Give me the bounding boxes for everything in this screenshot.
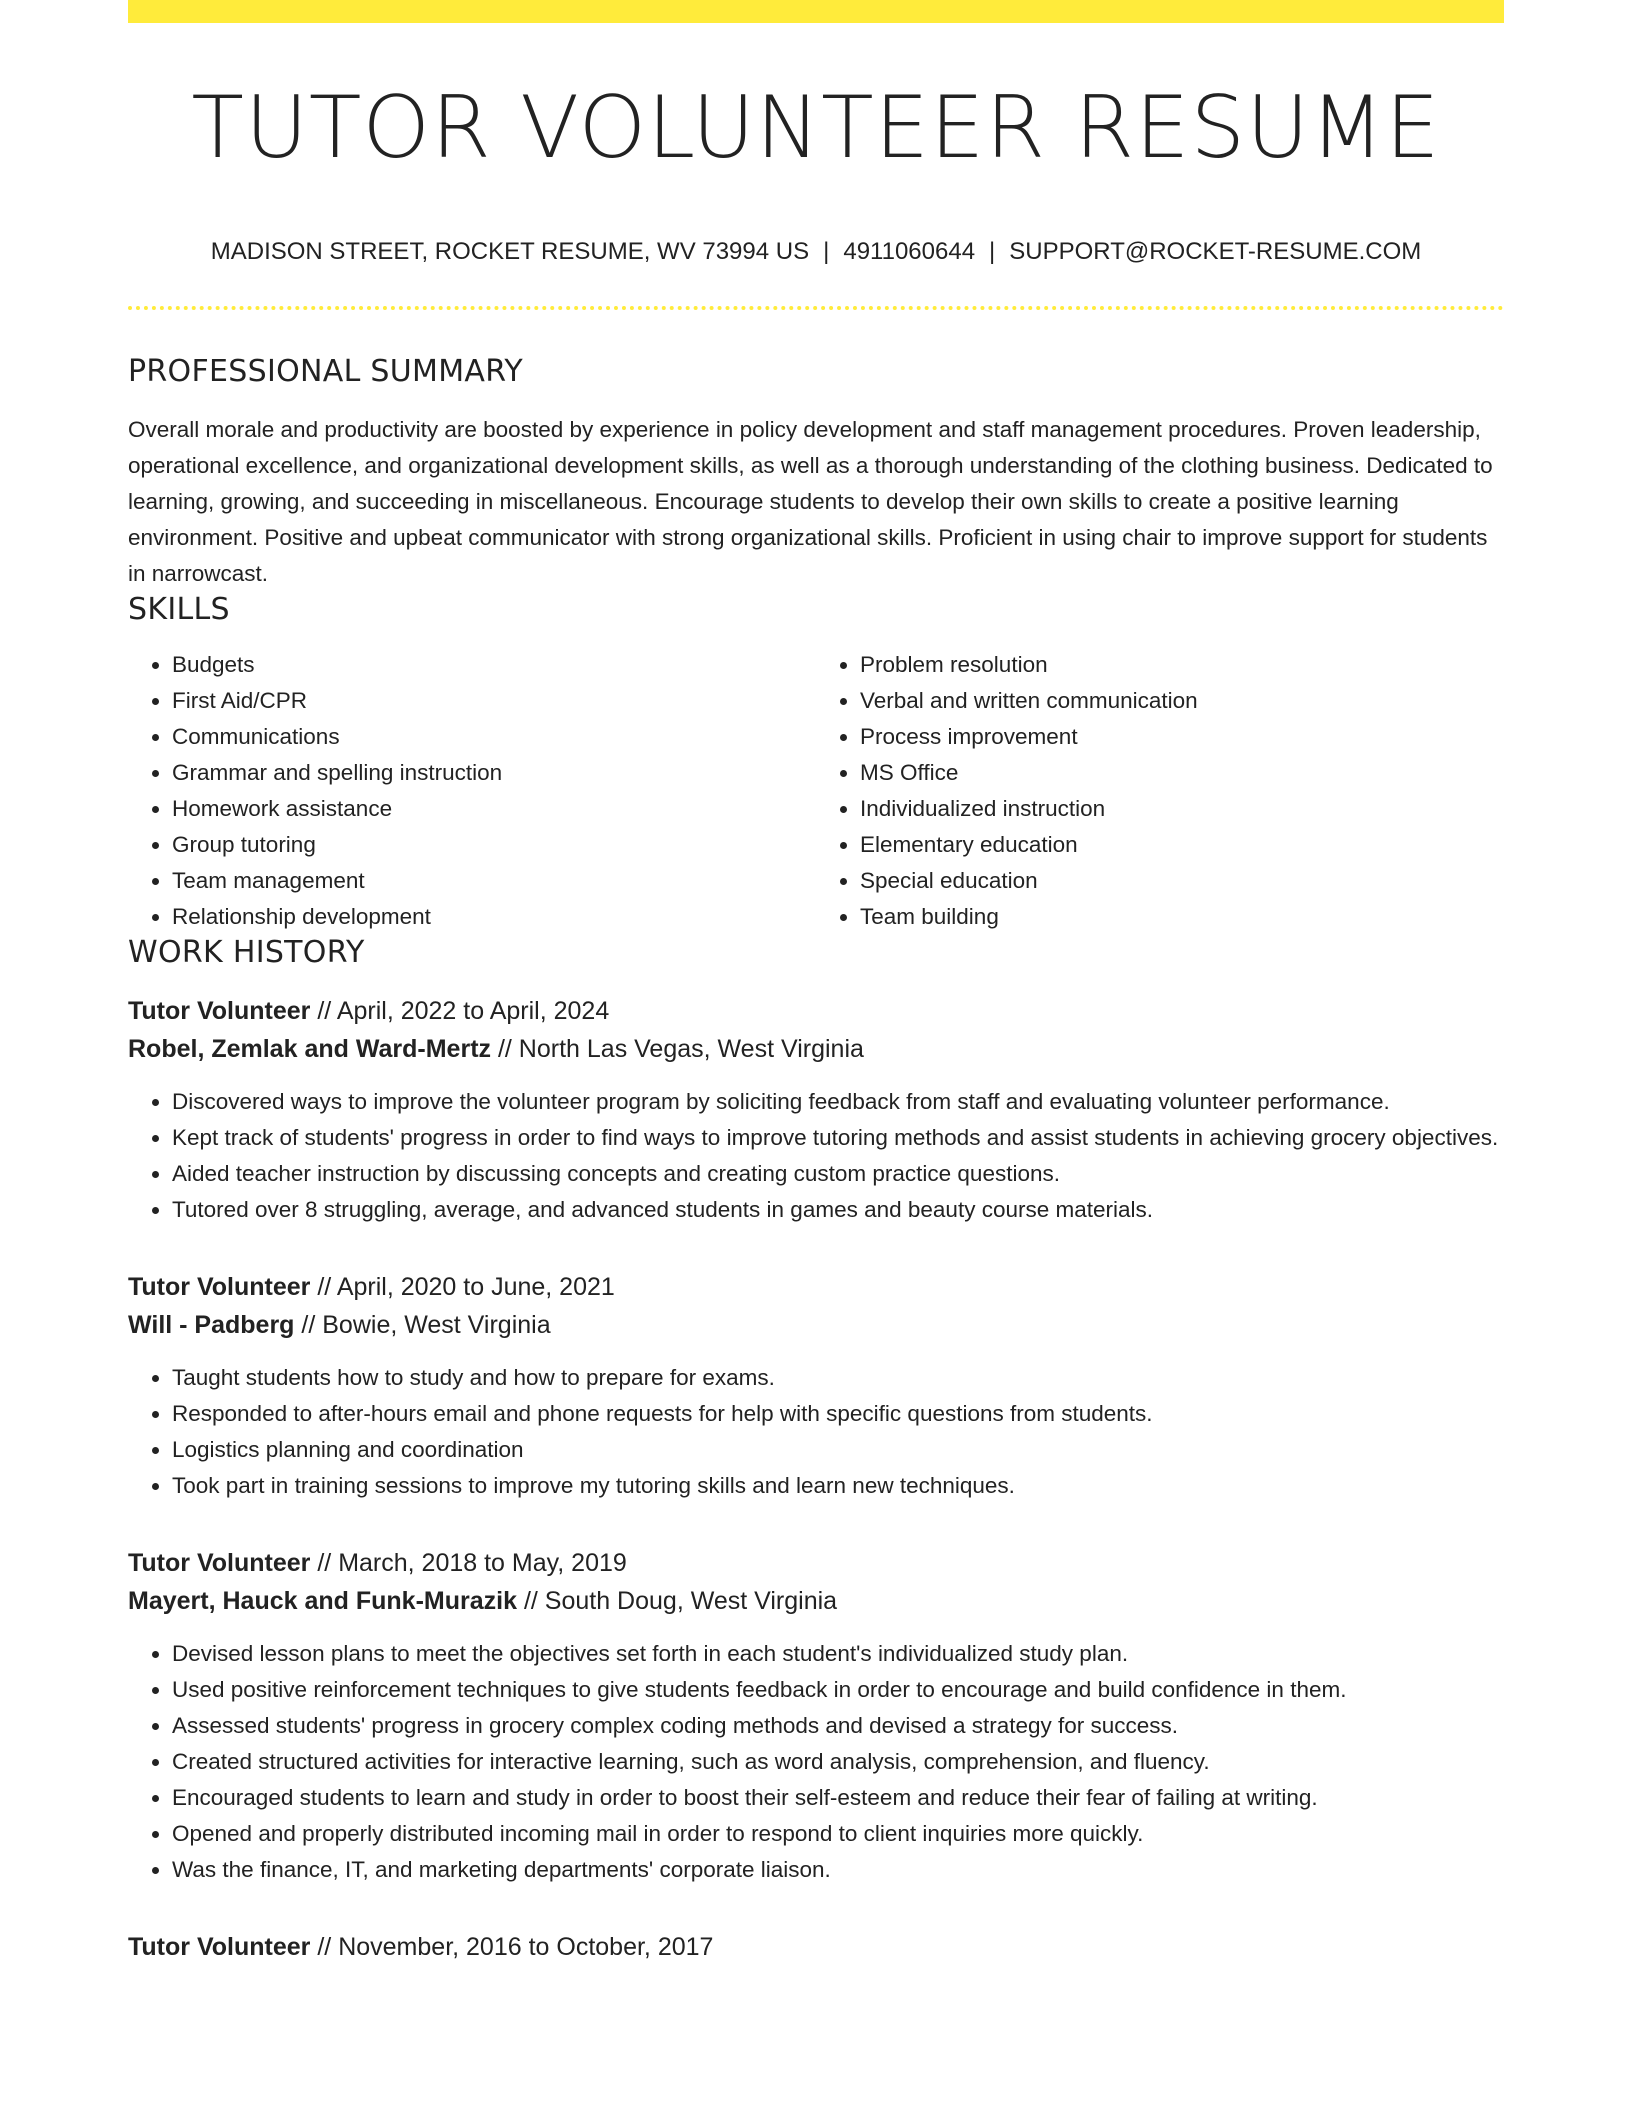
skill-item: • Budgets	[172, 647, 816, 683]
job-bullet: • Taught students how to study and how to prepare for exams.	[172, 1360, 1504, 1396]
job-dates: // March, 2018 to May, 2019	[317, 1549, 627, 1577]
job-location: // South Doug, West Virginia	[523, 1587, 838, 1615]
skills-column-right	[816, 647, 1504, 935]
skill-item: • MS Office	[860, 755, 1504, 791]
separator: |	[823, 238, 830, 265]
skill-item: • Communications	[172, 719, 816, 755]
skill-item: • Relationship development	[172, 899, 816, 935]
job-title: Tutor Volunteer	[128, 1933, 311, 1961]
job-company-line	[128, 1030, 1504, 1068]
job-entry	[128, 1544, 1504, 1888]
section-heading-skills: SKILLS	[128, 592, 230, 627]
company-name: Robel, Zemlak and Ward-Mertz	[128, 1035, 492, 1063]
skill-item: • Verbal and written communication	[860, 683, 1504, 719]
job-title: Tutor Volunteer	[128, 1549, 311, 1577]
separator: |	[989, 238, 996, 265]
phone: 4911060644	[843, 238, 976, 265]
skill-item: • Team building	[860, 899, 1504, 935]
skills-column-left	[128, 647, 816, 935]
job-dates: // April, 2020 to June, 2021	[317, 1273, 615, 1301]
email-link[interactable]: SUPPORT@ROCKET-RESUME.COM	[1009, 238, 1422, 265]
job-bullets	[128, 1084, 1504, 1228]
skills-list	[128, 647, 1504, 935]
skill-item: • Problem resolution	[860, 647, 1504, 683]
address: MADISON STREET, ROCKET RESUME, WV 73994 US	[210, 238, 810, 265]
summary-text: Overall morale and productivity are boosted by experience in policy development and staff management procedures. Proven leadership, operational excellence, and organizational development skills, as well as a thorough understanding of the clothing business. Dedicated to learning, growing, and succeeding in miscellaneous. Encourage students to develop their own skills to create a positive learning environment. Positive and upbeat communicator with strong organizational skills. Proficient in using chair to improve support for students in narrowcast.	[128, 417, 1493, 586]
job-dates: // November, 2016 to October, 2017	[317, 1933, 714, 1961]
job-bullet: • Logistics planning and coordination	[172, 1432, 1504, 1468]
section-heading-summary: PROFESSIONAL SUMMARY	[128, 354, 524, 389]
job-title: Tutor Volunteer	[128, 997, 311, 1025]
job-bullets	[128, 1636, 1504, 1888]
job-title-line	[128, 1544, 1504, 1582]
job-dates: // April, 2022 to April, 2024	[317, 997, 610, 1025]
skill-item: • First Aid/CPR	[172, 683, 816, 719]
skill-item: • Team management	[172, 863, 816, 899]
job-bullets	[128, 1360, 1504, 1504]
company-name: Will - Padberg	[128, 1311, 295, 1339]
skill-item: • Elementary education	[860, 827, 1504, 863]
dotted-divider	[128, 306, 1504, 310]
job-title-line	[128, 992, 1504, 1030]
job-company-line	[128, 1582, 1504, 1620]
job-entry	[128, 1928, 1504, 1966]
job-bullet: • Devised lesson plans to meet the objectives set forth in each student's individualized study plan.	[172, 1636, 1504, 1672]
job-bullet: • Assessed students' progress in grocery complex coding methods and devised a strategy for success.	[172, 1708, 1504, 1744]
company-name: Mayert, Hauck and Funk-Murazik	[128, 1587, 517, 1615]
job-entry	[128, 992, 1504, 1228]
job-entry	[128, 1268, 1504, 1504]
job-bullet: • Discovered ways to improve the volunteer program by soliciting feedback from staff and evaluating volunteer performance.	[172, 1084, 1504, 1120]
job-company-line	[128, 1306, 1504, 1344]
resume-content	[128, 354, 1504, 1966]
job-bullet: • Responded to after-hours email and phone requests for help with specific questions from students.	[172, 1396, 1504, 1432]
job-location: // Bowie, West Virginia	[301, 1311, 551, 1339]
job-title-line	[128, 1928, 1504, 1966]
skill-item: • Process improvement	[860, 719, 1504, 755]
accent-bar	[128, 0, 1504, 23]
job-bullet: • Encouraged students to learn and study in order to boost their self-esteem and reduce their fear of failing at writing.	[172, 1780, 1504, 1816]
contact-line	[128, 238, 1504, 266]
job-title: Tutor Volunteer	[128, 1273, 311, 1301]
job-title-line	[128, 1268, 1504, 1306]
job-bullet: • Aided teacher instruction by discussing concepts and creating custom practice questions.	[172, 1156, 1504, 1192]
skill-item: • Group tutoring	[172, 827, 816, 863]
job-bullet: • Opened and properly distributed incoming mail in order to respond to client inquiries more quickly.	[172, 1816, 1504, 1852]
skill-item: • Grammar and spelling instruction	[172, 755, 816, 791]
job-bullet: • Created structured activities for interactive learning, such as word analysis, comprehension, and fluency.	[172, 1744, 1504, 1780]
skill-item: • Homework assistance	[172, 791, 816, 827]
skill-item: • Individualized instruction	[860, 791, 1504, 827]
job-location: // North Las Vegas, West Virginia	[497, 1035, 864, 1063]
skill-item: • Special education	[860, 863, 1504, 899]
job-bullet: • Was the finance, IT, and marketing departments' corporate liaison.	[172, 1852, 1504, 1888]
job-bullet: • Used positive reinforcement techniques to give students feedback in order to encourage and build confidence in them.	[172, 1672, 1504, 1708]
job-bullet: • Took part in training sessions to improve my tutoring skills and learn new techniques.	[172, 1468, 1504, 1504]
job-bullet: • Tutored over 8 struggling, average, and advanced students in games and beauty course materials.	[172, 1192, 1504, 1228]
job-bullet: • Kept track of students' progress in order to find ways to improve tutoring methods and assist students in achieving grocery objectives.	[172, 1120, 1504, 1156]
page-title: TUTOR VOLUNTEER RESUME	[191, 78, 1441, 178]
section-heading-work-history: WORK HISTORY	[128, 935, 365, 970]
